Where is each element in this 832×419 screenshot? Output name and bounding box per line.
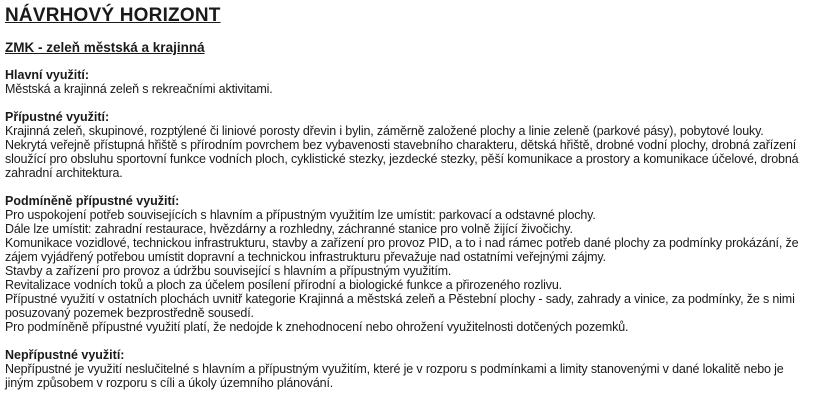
section-main-use <box>5 68 832 96</box>
section-impermissible-use <box>5 348 832 390</box>
text-line: Komunikace vozidlové, technickou infrastrukturu, stavby a zařízení pro provoz PID, a to i nad rámec potřeb dané plochy za podmínky prokázání, že <box>5 236 799 250</box>
section-permitted-use <box>5 110 832 180</box>
text-line: posuzovaný pozemek bezprostředně sousedí. <box>5 306 254 320</box>
text-line: Pro uspokojení potřeb souvisejících s hlavním a přípustným využitím lze umístit: parkovací a odstavné plochy. <box>5 208 596 222</box>
text-line: Městská a krajinná zeleň s rekreačními aktivitami. <box>5 82 273 96</box>
zone-code-heading: ZMK - zeleň městská a krajinná <box>5 40 205 55</box>
section-conditionally-permitted-use <box>5 194 832 334</box>
section-heading: Podmíněně přípustné využití: <box>5 194 180 208</box>
section-heading: Přípustné využití: <box>5 110 110 124</box>
text-line: Nekrytá veřejně přístupná hřiště s přírodním povrchem bez vybavenosti stavebního charakteru, dětská hřiště, drobné vodní plochy, drobná zařízení <box>5 138 797 152</box>
text-line: sloužící pro obsluhu sportovní funkce vodních ploch, cyklistické stezky, jezdecké stezky, pěší komunikace a prostory a komunikace účelové, drobná <box>5 152 799 166</box>
text-line: Pro podmíněně přípustné využití platí, že nedojde k znehodnocení nebo ohrožení využitelnosti dotčených pozemků. <box>5 320 629 334</box>
text-line: Stavby a zařízení pro provoz a údržbu související s hlavním a přípustným využitím. <box>5 264 452 278</box>
text-line: jiným způsobem v rozporu s cíli a úkoly územního plánování. <box>5 376 334 390</box>
text-line: zájem vyjádřený potřebou umístit dopravní a technickou infrastrukturu převažuje nad ostatními veřejnými zájmy. <box>5 250 606 264</box>
text-line: Revitalizace vodních toků a ploch za účelem posílení přírodní a biologické funkce a přirozeného rozlivu. <box>5 278 562 292</box>
text-line: zahradní architektura. <box>5 166 123 180</box>
text-line: Krajinná zeleň, skupinové, rozptýlené či liniové porosty dřevin i bylin, záměrně založené plochy a linie zeleně (parkové pásy), pobytové louky. <box>5 124 764 138</box>
text-line: Dále lze umístit: zahradní restaurace, hvězdárny a rozhledny, záchranné stanice pro volně žijící živočichy. <box>5 222 573 236</box>
text-line: Přípustné využití v ostatních plochách uvnitř kategorie Krajinná a městská zeleň a Pěstební plochy - sady, zahrady a vinice, za podmínky, že s nimi <box>5 292 795 306</box>
section-heading: Nepřípustné využití: <box>5 348 125 362</box>
text-line: Nepřípustné je využití neslučitelné s hlavním a přípustným využitím, které je v rozporu s podmínkami a limity stanovenými v dané lokalitě nebo je <box>5 362 784 376</box>
page-title: NÁVRHOVÝ HORIZONT <box>5 5 221 26</box>
section-heading: Hlavní využití: <box>5 68 90 82</box>
